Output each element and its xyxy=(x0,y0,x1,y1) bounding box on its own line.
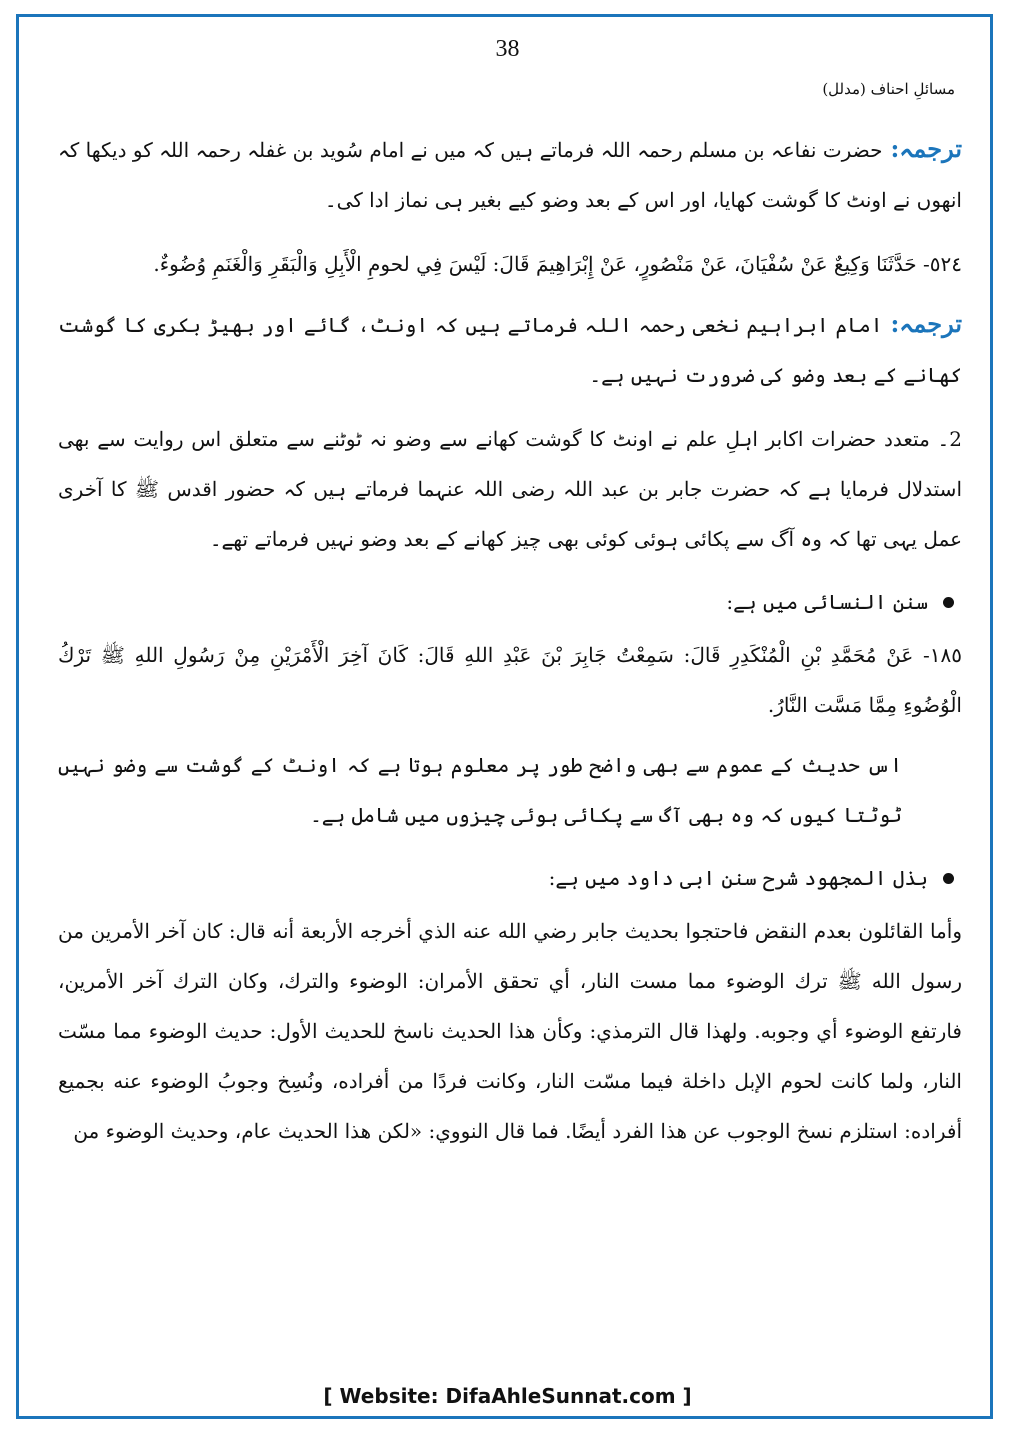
translation-2-text: امام ابراہیم نخعی رحمہ اللہ فرماتے ہیں کہ اونٹ، گائے اور بھیڑ بکری کا گوشت کھانے کے بعد وضو کی ضرورت نہیں ہے۔ xyxy=(58,313,962,387)
bullet-nasai-text: سنن النسائی میں ہے: xyxy=(726,590,928,614)
bullet-icon xyxy=(943,873,954,884)
translation-label: ترجمہ: xyxy=(890,134,962,163)
website-footer: [ Website: DifaAhleSunnat.com ] xyxy=(323,1384,692,1408)
bullet-icon xyxy=(943,597,954,608)
translation-1 xyxy=(58,124,962,225)
book-title: مسائلِ احناف (مدلل) xyxy=(822,80,955,98)
page-content xyxy=(58,124,962,1166)
page-number: 38 xyxy=(495,36,520,62)
translation-1-text: حضرت نفاعہ بن مسلم رحمہ اللہ فرماتے ہیں کہ میں نے امام سُوید بن غفلہ رحمہ اللہ کو دیکھا کہ انھوں نے اونٹ کا گوشت کھایا، اور اس کے بعد وضو کیے بغیر ہی نماز ادا کی۔ xyxy=(58,138,962,212)
bullet-nasai xyxy=(58,578,962,626)
explanation-paragraph: اس حدیث کے عموم سے بھی واضح طور پر معلوم ہوتا ہے کہ اونٹ کے گوشت سے وضو نہیں ٹوٹتا کیوں کہ وہ بھی آگ سے پکائی ہوئی چیزوں میں شامل ہے۔ xyxy=(58,753,902,827)
bullet-badhl-text: بذل المجھود شرح سنن ابی داود میں ہے: xyxy=(548,866,928,890)
translation-label: ترجمہ: xyxy=(890,309,962,338)
translation-2 xyxy=(58,299,962,400)
bullet-badhl xyxy=(58,854,962,902)
point-2-paragraph: 2۔ متعدد حضرات اکابر اہلِ علم نے اونٹ کا گوشت کھانے سے وضو نہ ٹوٹنے سے متعلق اس روایت سے بھی استدلال فرمایا ہے کہ حضرت جابر بن عبد اللہ رضی اللہ عنہما فرماتے ہیں کہ حضور اقدس ﷺ کا آخری عمل یہی تھا کہ وہ آگ سے پکائی ہوئی کوئی بھی چیز کھانے کے بعد وضو نہیں فرماتے تھے۔ xyxy=(58,427,962,551)
arabic-commentary: وأما القائلون بعدم النقض فاحتجوا بحديث جابر رضي الله عنه الذي أخرجه الأربعة أنه قال: كان آخر الأمرين من رسول الله ﷺ ترك الوضوء مما مست النار، أي تحقق الأمران: الوضوء والترك، وكان الترك آخر الأمرين، فارتفع الوضوء أي وجوبه. ولهذا قال الترمذي: وكأن هذا الحديث ناسخ للحديث الأول: حديث الوضوء مما مسّت النار، ولما كانت لحوم الإبل داخلة فيما مسّت النار، وكانت فردًا من أفراده، ونُسِخ وجوبُ الوضوء عنه بجميع أفراده: استلزم نسخ الوجوب عن هذا الفرد أيضًا. فما قال النووي: «لكن هذا الحديث عام، وحديث الوضوء من xyxy=(58,919,962,1143)
hadith-185: ١٨٥- عَنْ مُحَمَّدِ بْنِ الْمُنْكَدِرِ قَالَ: سَمِعْتُ جَابِرَ بْنَ عَبْدِ اللهِ قَالَ: كَانَ آخِرَ الْأَمْرَيْنِ مِنْ رَسُولِ اللهِ ﷺ تَرْكُ الْوُضُوءِ مِمَّا مَسَّت النَّارُ. xyxy=(58,643,962,717)
hadith-524: ٥٢٤- حَدَّثَنَا وَكِيعٌ عَنْ سُفْيَانَ، عَنْ مَنْصُورٍ، عَنْ إِبْرَاهِيمَ قَالَ: لَيْسَ فِي لحومِ الْأَبِلِ وَالْبَقَرِ وَالْغَنَمِ وُضُوءٌ. xyxy=(153,252,962,276)
